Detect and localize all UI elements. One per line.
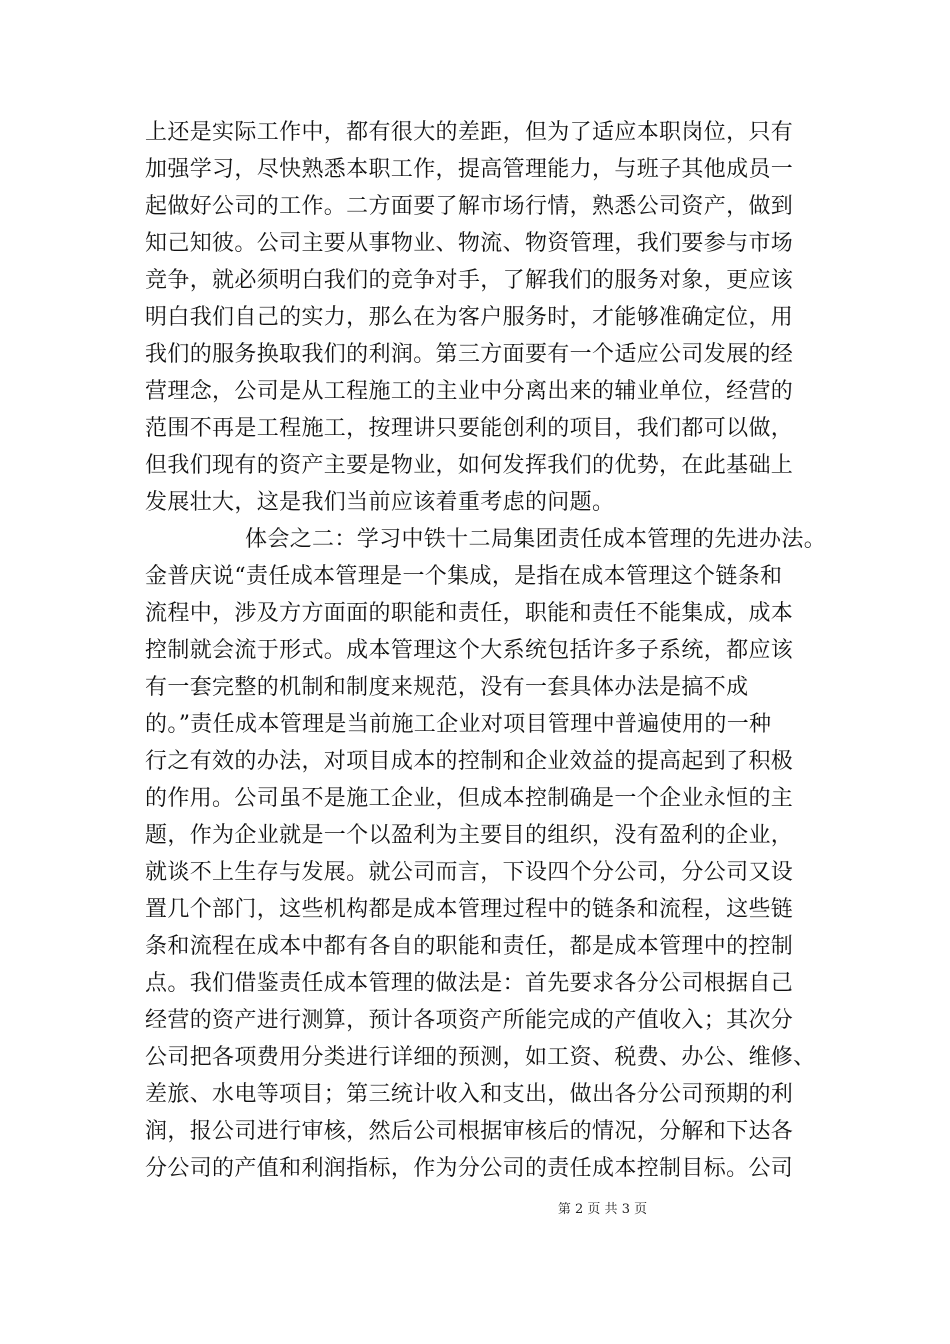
text-line: 题，作为企业就是一个以盈利为主要目的组织，没有盈利的企业， [145,823,794,848]
text-line: 差旅、水电等项目；第三统计收入和支出，做出各分公司预期的利 [145,1082,794,1107]
text-line: 加强学习，尽快熟悉本职工作，提高管理能力，与班子其他成员一 [145,157,794,182]
text-line: 润，报公司进行审核，然后公司根据审核后的情况，分解和下达各 [145,1119,794,1144]
text-line: 点。我们借鉴责任成本管理的做法是：首先要求各分公司根据自己 [145,971,794,996]
text-line: 条和流程在成本中都有各自的职能和责任，都是成本管理中的控制 [145,934,794,959]
text-line: 发展壮大，这是我们当前应该着重考虑的问题。 [145,490,615,515]
text-line: 营理念，公司是从工程施工的主业中分离出来的辅业单位，经营的 [145,379,794,404]
text-line: 范围不再是工程施工，按理讲只要能创利的项目，我们都可以做， [145,416,794,441]
text-line: 竞争，就必须明白我们的竞争对手，了解我们的服务对象，更应该 [145,268,794,293]
text-line: 金普庆说“责任成本管理是一个集成，是指在成本管理这个链条和 [145,564,783,589]
page-footer [0,1202,950,1218]
page-number: 第 2 页 共 3 页 [557,1202,648,1217]
text-line: 的作用。公司虽不是施工企业，但成本控制确是一个企业永恒的主 [145,786,794,811]
text-line: 就谈不上生存与发展。就公司而言，下设四个分公司，分公司又设 [145,860,794,885]
text-line: 行之有效的办法，对项目成本的控制和企业效益的提高起到了积极 [145,749,794,774]
text-line: 起做好公司的工作。二方面要了解市场行情，熟悉公司资产，做到 [145,194,794,219]
text-line: 但我们现有的资产主要是物业，如何发挥我们的优势，在此基础上 [145,453,794,478]
text-line: 分公司的产值和利润指标，作为分公司的责任成本控制目标。公司 [145,1156,794,1181]
text-line: 置几个部门，这些机构都是成本管理过程中的链条和流程，这些链 [145,897,794,922]
text-line: 控制就会流于形式。成本管理这个大系统包括许多子系统，都应该 [145,638,794,663]
text-line: 的。”责任成本管理是当前施工企业对项目管理中普遍使用的一种 [145,712,772,737]
text-line: 公司把各项费用分类进行详细的预测，如工资、税费、办公、维修、 [145,1045,816,1070]
text-line: 知己知彼。公司主要从事物业、物流、物资管理，我们要参与市场 [145,231,794,256]
text-line: 我们的服务换取我们的利润。第三方面要有一个适应公司发展的经 [145,342,794,367]
text-line: 有一套完整的机制和制度来规范，没有一套具体办法是搞不成 [145,675,749,700]
text-line: 流程中，涉及方方面面的职能和责任，职能和责任不能集成，成本 [145,601,794,626]
text-line: 经营的资产进行测算，预计各项资产所能完成的产值收入；其次分 [145,1008,794,1033]
section-heading: 体会之二：学习中铁十二局集团责任成本管理的先进办法。 [245,527,827,552]
text-line: 上还是实际工作中，都有很大的差距，但为了适应本职岗位，只有 [145,120,794,145]
text-line: 明白我们自己的实力，那么在为客户服务时，才能够准确定位，用 [145,305,794,330]
body-text [145,114,827,1187]
